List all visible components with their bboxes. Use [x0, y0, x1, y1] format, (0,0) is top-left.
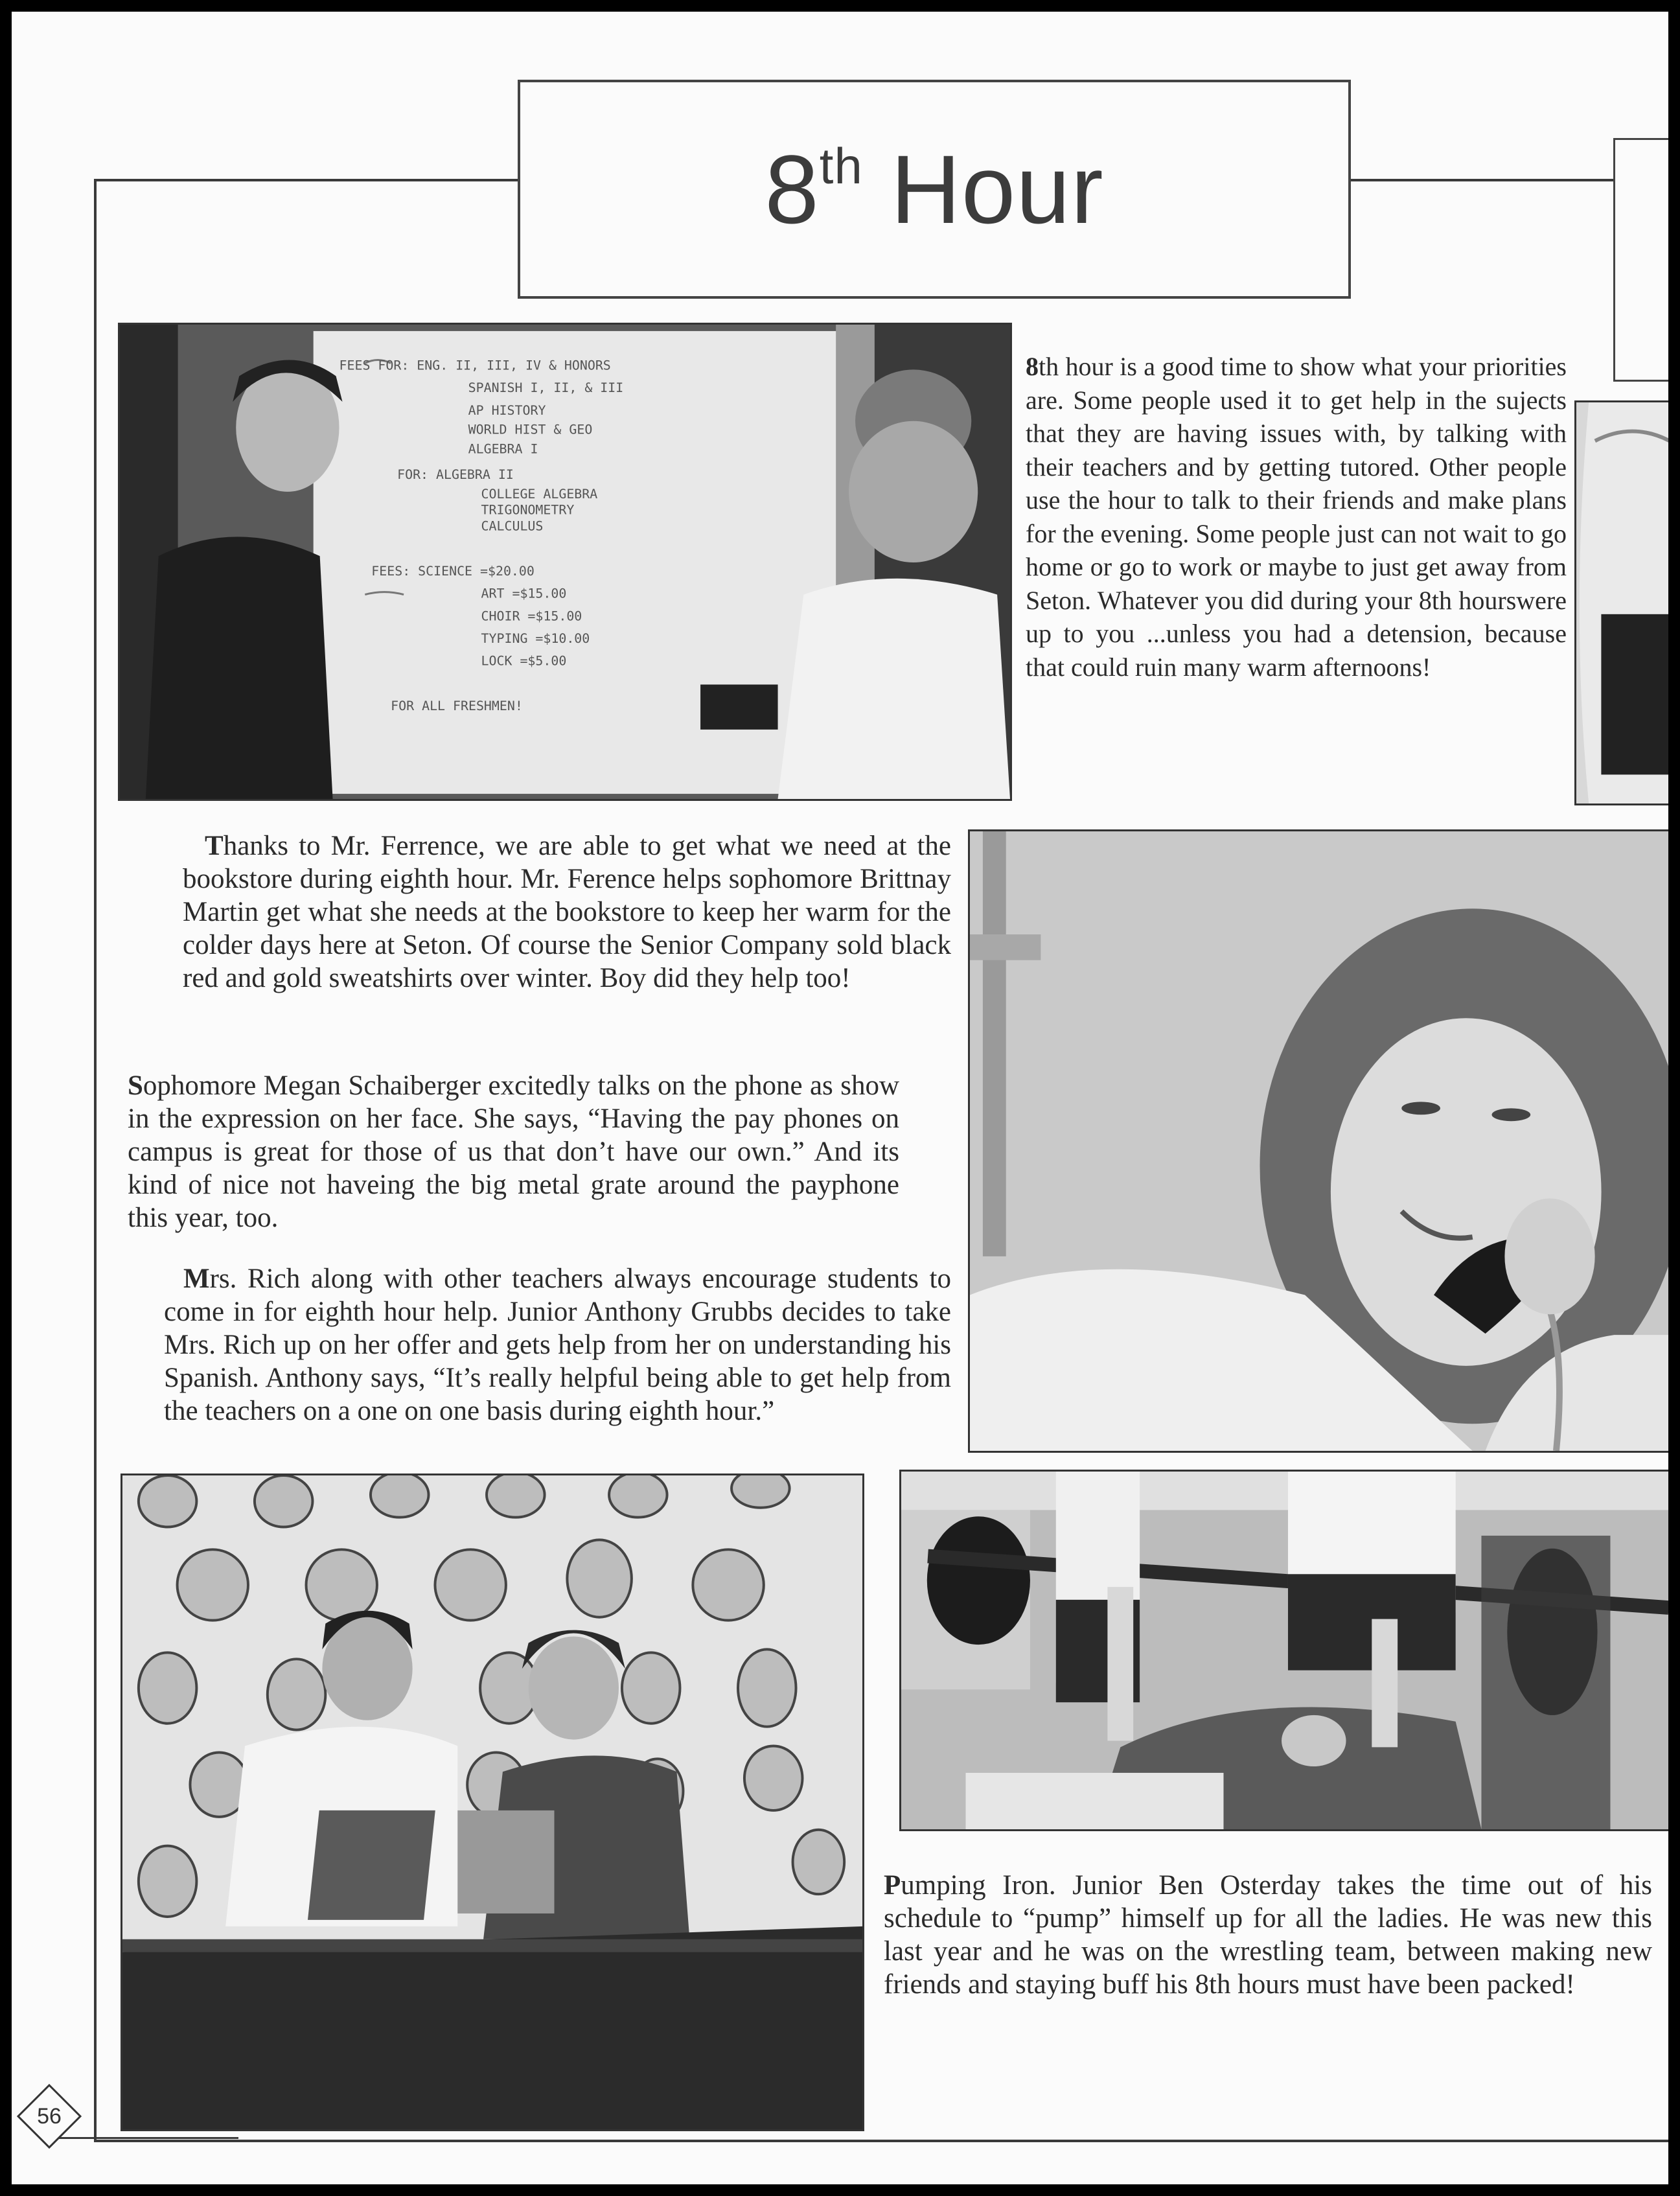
- caption-bookstore: Thanks to Mr. Ferrence, we are able to get what we need at the bookstore during eighth hour. Mr. Ference helps sophomore Brittnay Martin get what she needs at the bookstore to keep her warm for the colder days here at Seton. Of course the Senior Company sold black red and gold sweatshirts over winter. Boy did they help too!: [183, 831, 951, 993]
- board-line-6: FOR: ALGEBRA II: [397, 467, 514, 483]
- caption-spanish-help: Mrs. Rich along with other teachers always encourage students to come in for eighth hour help. Junior Anthony Grubbs decides to take Mrs. Rich up on her offer and gets help from her on understanding his Spanish. Anthony says, “It’s really helpful being able to get help from the teachers on a one on one basis during eighth hour.”: [164, 1264, 951, 1426]
- photo-edge-right: [1574, 400, 1668, 805]
- board-line-5: ALGEBRA I: [468, 441, 538, 457]
- intro-text: 8th hour is a good time to show what your priorities are. Some people used it to get help in the sujects that they are having issues with, by talking with their teachers and by getting tutored. Other people use the hour to talk to their friends and make plans for the evening. Some people just can not wait to go home or go to work or maybe to just get away from Seton. Whatever you did during your 8th hourswere up to you ...unless you had a detension, because that could ruin many warm afternoons!: [1026, 352, 1567, 682]
- photo-weightlifting: [899, 1470, 1668, 1831]
- page-number-label: 56: [37, 2103, 62, 2129]
- board-line-14: LOCK =$5.00: [481, 653, 567, 669]
- board-line-13: TYPING =$10.00: [481, 631, 590, 646]
- page-number: [17, 2084, 82, 2149]
- board-line-1: FEES FOR: ENG. II, III, IV & HONORS: [339, 358, 611, 373]
- page-title: 8th Hour: [765, 135, 1104, 244]
- frame-bottom: [94, 2140, 1668, 2142]
- frame-top-right: [1351, 179, 1613, 181]
- caption-payphone: Sophomore Megan Schaiberger excitedly talks on the phone as show in the expression on her face. She says, “Having the pay phones on campus is great for those of us that don’t have our own.” And its kind of nice not haveing the big metal grate around the payphone this year, too.: [128, 1070, 899, 1233]
- board-line-3: AP HISTORY: [468, 402, 546, 418]
- board-line-15: FOR ALL FRESHMEN!: [391, 699, 523, 714]
- title-box: [518, 80, 1351, 299]
- frame-left: [94, 179, 97, 2142]
- photo-spanish-help: [121, 1474, 864, 2131]
- board-line-8: TRIGONOMETRY: [481, 502, 575, 518]
- board-line-11: ART =$15.00: [481, 586, 567, 601]
- yearbook-page: [12, 12, 1668, 2184]
- photo-bookstore: [118, 323, 1012, 801]
- photo-payphone: [968, 829, 1668, 1453]
- board-line-12: CHOIR =$15.00: [481, 608, 582, 624]
- caption-weightlifting: Pumping Iron. Junior Ben Osterday takes the time out of his schedule to “pump” himself up for all the ladies. He was new this last year and he was on the wrestling team, between making new friends and staying buff his 8th hours must have been packed!: [884, 1870, 1652, 2000]
- board-line-10: FEES: SCIENCE =$20.00: [371, 563, 535, 579]
- board-line-4: WORLD HIST & GEO: [468, 422, 593, 437]
- frame-top-left: [94, 179, 518, 181]
- right-tab-box: [1613, 138, 1668, 382]
- board-line-7: COLLEGE ALGEBRA: [481, 486, 598, 502]
- board-line-9: CALCULUS: [481, 518, 544, 534]
- board-line-2: SPANISH I, II, & III: [468, 380, 624, 396]
